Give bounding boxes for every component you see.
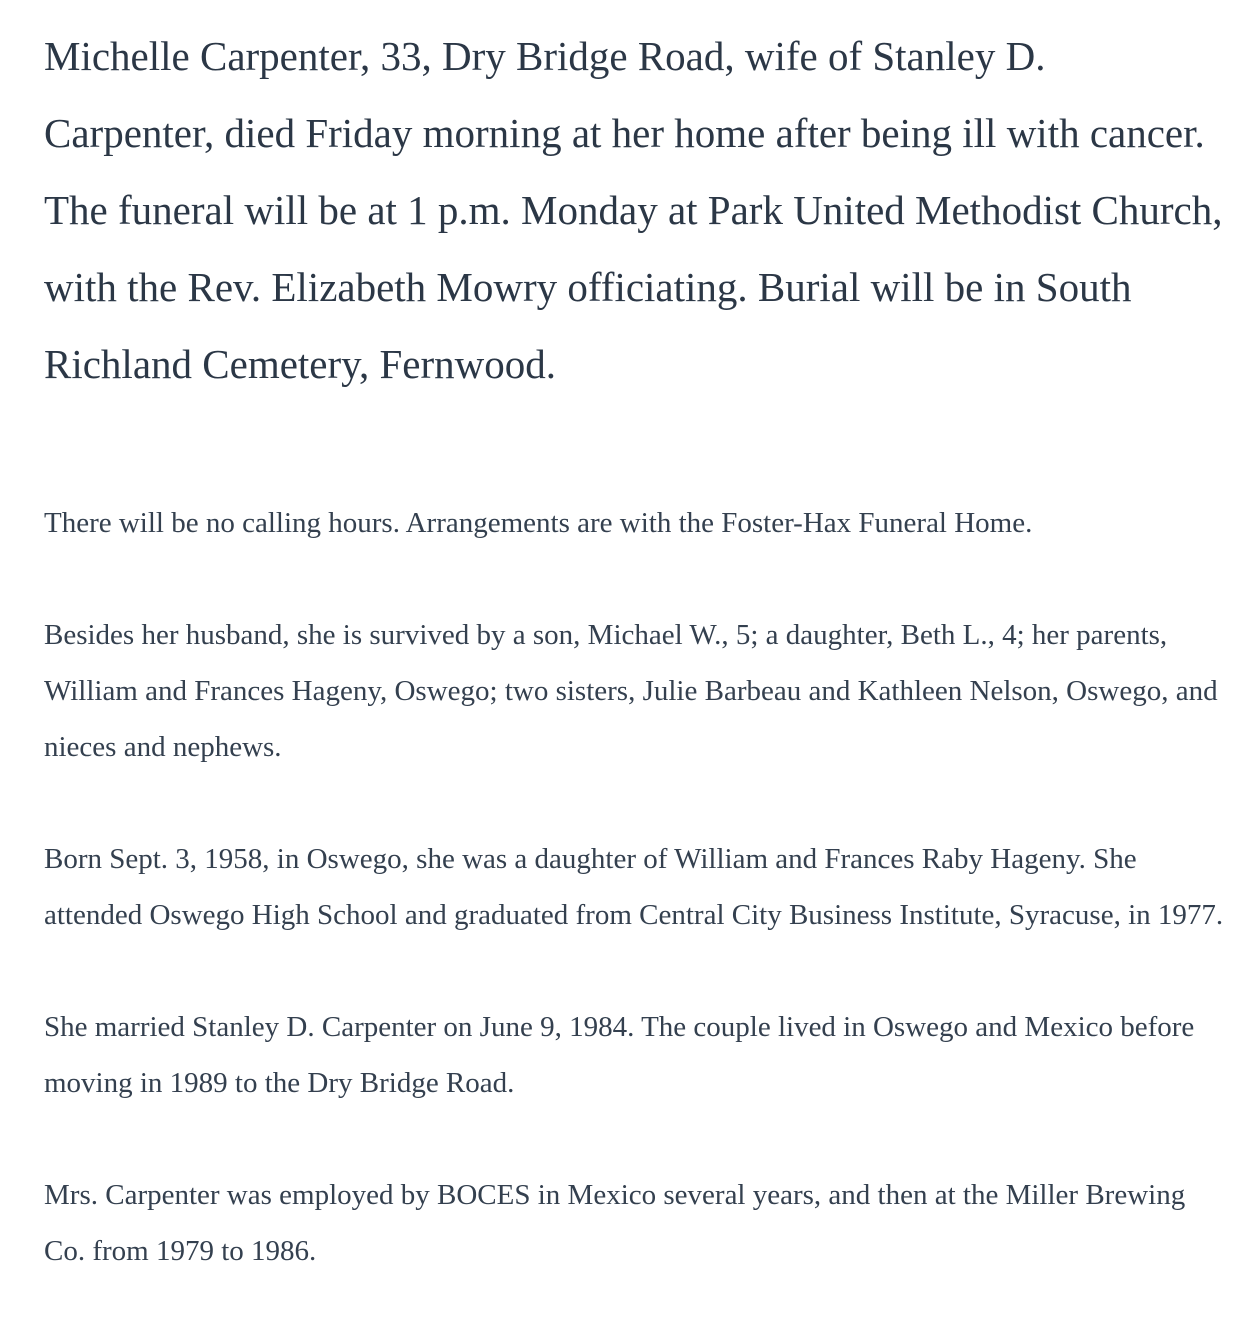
spacer [44,1111,1224,1167]
spacer [44,551,1224,607]
paragraph-calling-hours: There will be no calling hours. Arrangements are with the Foster-Hax Funeral Home. [44,507,1033,539]
lead-paragraph: Michelle Carpenter, 33, Dry Bridge Road, wife of Stanley D. Carpenter, died Friday morning at her home after being ill with cancer. The funeral will be at 1 p.m. Monday at Park United Methodist Church, with the Rev. Elizabeth Mowry officiating. Burial will be in South Richland Cemetery, Fernwood. [44,33,1223,387]
paragraph-survivors: Besides her husband, she is survived by a son, Michael W., 5; a daughter, Beth L., 4; her parents, William and Frances Hageny, Oswego; two sisters, Julie Barbeau and Kathleen Nelson, Oswego, and nieces and nephews. [44,619,1218,763]
paragraph-marriage: She married Stanley D. Carpenter on June 9, 1984. The couple lived in Oswego and Mexico before moving in 1989 to the Dry Bridge Road. [44,1011,1195,1099]
obituary-article [44,18,1224,1279]
paragraph-birth-education: Born Sept. 3, 1958, in Oswego, she was a daughter of William and Frances Raby Hageny. She attended Oswego High School and graduated from Central City Business Institute, Syracuse, in 1977. [44,843,1224,931]
spacer [44,775,1224,831]
spacer [44,943,1224,999]
paragraph-employment: Mrs. Carpenter was employed by BOCES in Mexico several years, and then at the Miller Brewing Co. from 1979 to 1986. [44,1179,1186,1267]
spacer [44,403,1224,495]
